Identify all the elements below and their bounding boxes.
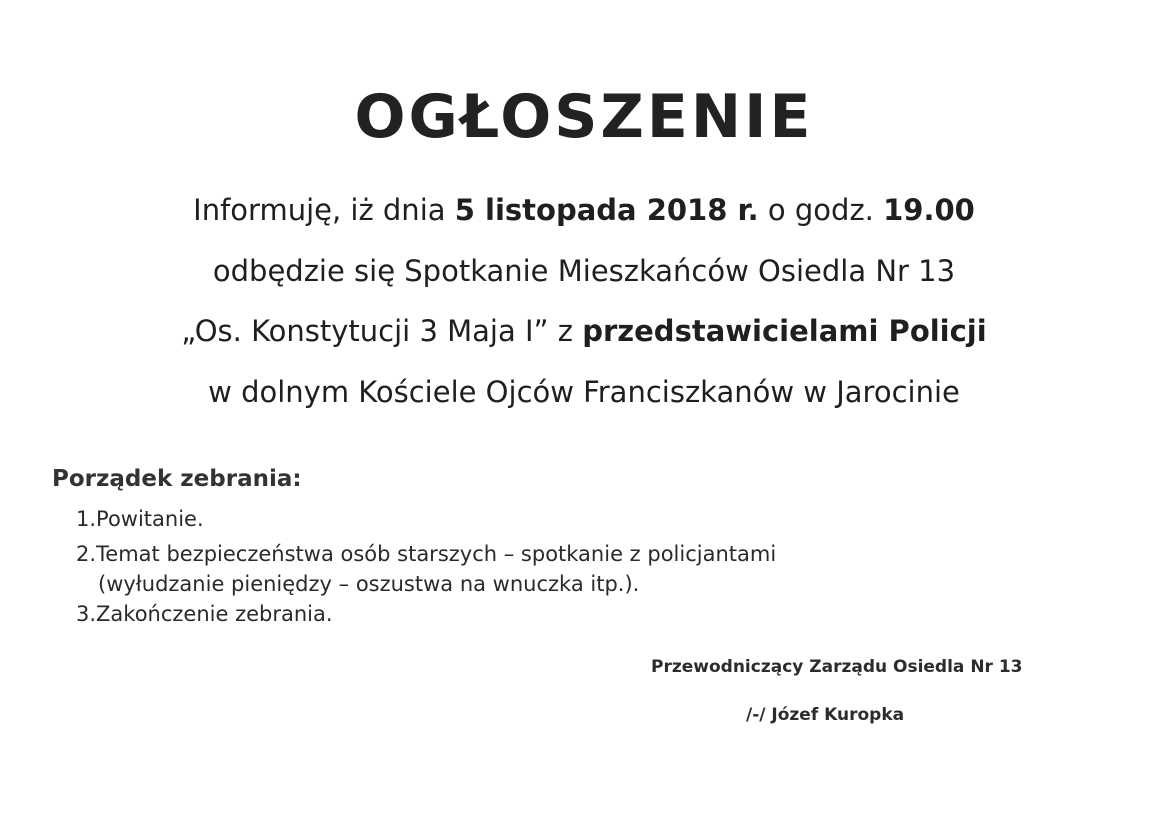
agenda-item: 3.Zakończenie zebrania. <box>76 602 333 626</box>
meeting-time: 19.00 <box>883 193 975 227</box>
intro-text: o godz. <box>758 193 884 227</box>
page-title: OGŁOSZENIE <box>354 82 814 152</box>
agenda-item-continuation: (wyłudzanie pieniędzy – oszustwa na wnuczka itp.). <box>98 572 640 596</box>
guests: przedstawicielami Policji <box>582 314 987 348</box>
agenda-item: 1.Powitanie. <box>76 507 204 531</box>
intro-line-3 <box>0 314 1168 348</box>
intro-text: „Os. Konstytucji 3 Maja I” z <box>181 314 583 348</box>
signature-role: Przewodniczący Zarządu Osiedla Nr 13 <box>651 657 1023 677</box>
agenda-item: 2.Temat bezpieczeństwa osób starszych – spotkanie z policjantami <box>76 542 777 566</box>
intro-line-1 <box>0 193 1168 227</box>
intro-line-4: w dolnym Kościele Ojców Franciszkanów w Jarocinie <box>208 375 960 409</box>
signature-name: /-/ Józef Kuropka <box>746 705 905 725</box>
agenda-title: Porządek zebrania: <box>52 466 302 492</box>
intro-line-2: odbędzie się Spotkanie Mieszkańców Osiedla Nr 13 <box>212 254 956 288</box>
meeting-date: 5 listopada 2018 r. <box>454 193 759 227</box>
intro-text: Informuję, iż dnia <box>193 193 455 227</box>
